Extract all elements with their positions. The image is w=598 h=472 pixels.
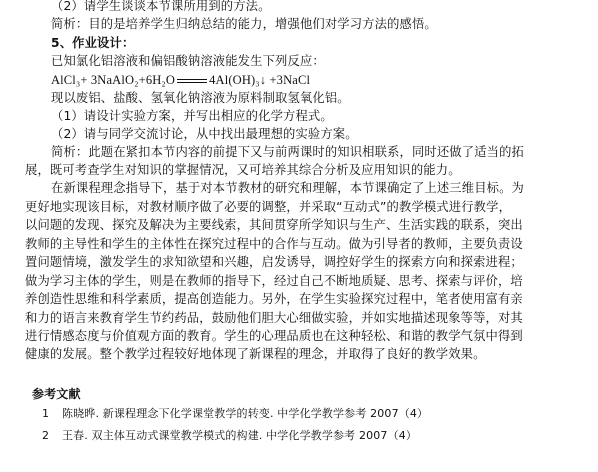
text-line: 在新课程理念指导下，基于对本节教材的研究和理解，本节课确定了上述三维目标。为 (51, 181, 524, 195)
text-line: 简析：此题在紧扣本节内容的前提下又与前两课时的知识相联系，同时还做了适当的拓 (51, 145, 524, 159)
text-line: 健康的发展。整个教学过程较好地体现了新课程的理念，并取得了良好的教学效果。 (25, 347, 486, 361)
text-line: 进行情感态度与价值观方面的教育。学生的心理品质也在这种轻松、和谐的教学气氛中得到 (25, 329, 523, 343)
text-line: 养创造性思维和科学素质，提高创造能力。另外，在学生实验探究过程中，笔者使用富有亲 (25, 292, 523, 306)
text-line: （2）请与同学交流讨论，从中找出最理想的实验方案。 (51, 127, 358, 141)
references-heading: 参考文献 (32, 387, 81, 401)
equation-reactants: AlCl₃+ 3NaAlO₂+6H₂O (51, 73, 176, 87)
reference-item (42, 426, 417, 445)
chemical-equation (51, 71, 310, 90)
text-line: 更好地实现该目标，对教材顺序做了必要的调整，并采取“互动式”的教学模式进行教学， (25, 200, 512, 214)
reference-text: 王春. 双主体互动式课堂教学模式的构建. 中学化学教学参考 2007（4） (62, 429, 418, 442)
text-line: 以问题的发现、探究及解决为主要线索，其间贯穿所学知识与生产、生活实践的联系，突出 (25, 218, 523, 232)
reference-number: 1 (42, 407, 50, 420)
text-line: 展，既可考查学生对知识的掌握情况，又可培养其综合分析及应用知识的能力。 (25, 163, 461, 177)
text-line: （2）请学生谈谈本节课所用到的方法。 (51, 0, 271, 13)
section-heading: 5、作业设计： (51, 36, 135, 50)
reference-number: 2 (42, 429, 50, 442)
text-line: 教师的主导性和学生的主体性在探究过程中的合作与互动。做为引导者的教师，主要负责设 (25, 237, 523, 251)
text-line: 做为学习主体的学生，则是在教师的指导下，经过自己不断地质疑、思考、探索与评价，培 (25, 274, 523, 288)
equals-sign (177, 76, 207, 86)
text-line: 简析：目的是培养学生归纳总结的能力，增强他们对学习方法的感悟。 (51, 17, 437, 31)
reference-text: 陈晓晔. 新课程理念下化学课堂教学的转变. 中学化学教学参考 2007（4） (62, 407, 429, 420)
text-line: 和力的语言来教育学生节约药品，鼓励他们胆大心细做实验，并如实地描述现象等等，对其 (25, 311, 523, 325)
reference-item (42, 404, 428, 423)
text-line: 置问题情境，激发学生的求知欲望和兴趣，启发诱导，调控好学生的探索方向和探索进程； (25, 255, 523, 269)
equation-products: 4Al(OH)₃↓ +3NaCl (209, 73, 311, 87)
text-line: 已知氯化铝溶液和偏铝酸钠溶液能发生下列反应： (51, 54, 325, 68)
text-line: （1）请设计实验方案，并写出相应的化学方程式。 (51, 109, 333, 123)
text-line: 现以废铝、盐酸、氢氧化钠溶液为原料制取氢氧化铝。 (51, 91, 350, 105)
